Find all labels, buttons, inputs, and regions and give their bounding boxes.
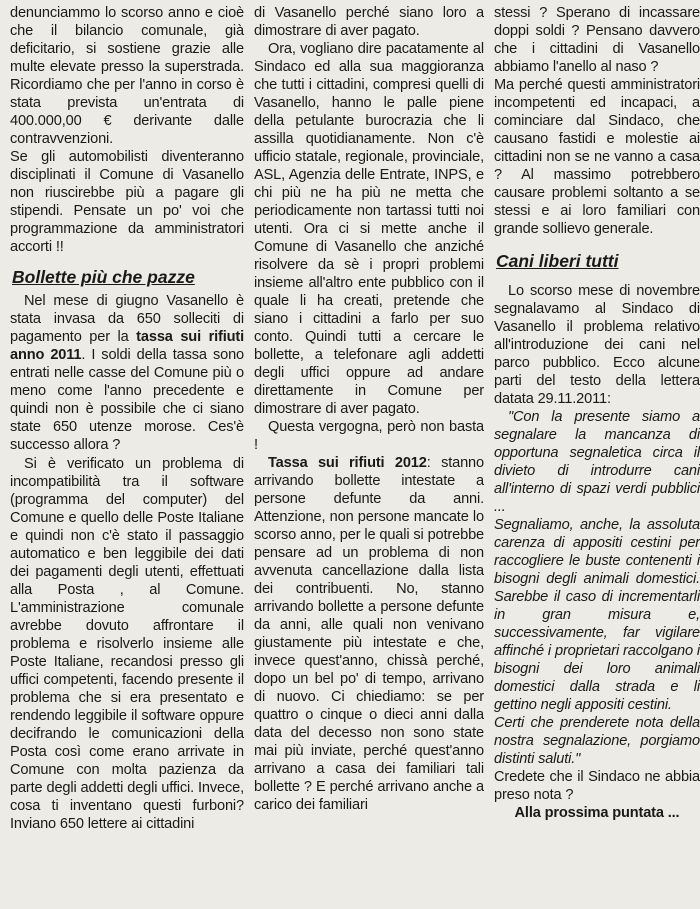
sign-off: Alla prossima puntata ... bbox=[514, 805, 680, 821]
paragraph-intro: denunciammo lo scorso anno e cioè che il bilancio comunale, già deficitario, si sostiene grazie alle multe elevate presso la superstrada. Ricordiamo che per l'anno in corso è stata prevista un'entrata di 400.000,00 € derivante dalle contravvenzioni. bbox=[10, 5, 244, 147]
article-column-3 bbox=[494, 4, 700, 903]
heading-bollette: Bollette più che pazze bbox=[12, 267, 195, 287]
text-tassa-2011: tassa sui rifiuti anno 2011 bbox=[10, 329, 244, 363]
paragraph-scorso: Lo scorso mese di novembre segnalavamo al Sindaco di Vasanello il problema relativo all'introduzione dei cani nel parco pubblico. Ecco alcune parti del testo della lettera datata 29.11.2011: bbox=[494, 283, 700, 407]
quoted-letter bbox=[494, 408, 700, 768]
letter-paragraph-3: Certi che prenderete nota della nostra segnalazione, porgiamo distinti saluti." bbox=[494, 715, 700, 767]
text-2012-body: : stanno arrivando bollette intestate a persone defunte da anni. Attenzione, non persone mancate lo scorso anno, per le quali si potrebbe pensare ad un problema di non avvenuta cancellazione dalla lista dei contribuenti. No, stanno arrivando bollette a persone defunte da anni, alle quali non venivano giustamente più intestate e che, invece quest'anno, chissà perché, dopo un bel po' di tempo, arrivano di nuovo. Ci chiediamo: se per quattro o cinque o dieci anni dalla data del decesso non sono state mai più inviate, perché quest'anno arrivano a casa dei familiari tali bollette ? E perché arrivano anche a carico dei familiari bbox=[254, 455, 484, 813]
paragraph-giugno bbox=[10, 292, 244, 454]
paragraph-continua: di Vasanello perché siano loro a dimostrare di aver pagato. bbox=[254, 5, 484, 39]
letter-paragraph-2: Segnaliamo, anche, la assoluta carenza di appositi cestini per raccogliere le buste contenenti i bisogni degli animali domestici. Sarebbe il caso di incrementarli in gran misura e, successivamente, far vigilare affinché i proprietari raccolgano i bisogni dei loro animali domestici dalla strada e li gettino negli appositi cestini. bbox=[494, 517, 700, 713]
paragraph-vergogna: Questa vergogna, però non basta ! bbox=[254, 419, 484, 453]
text-giugno-a: Nel mese di giugno Vasanello è stata invasa da 650 solleciti di pagamento per la bbox=[10, 293, 244, 345]
letter-paragraph-1: "Con la presente siamo a segnalare la mancanza di opportuna segnaletica circa il divieto di introdurre cani all'interno di spazi verdi pubblici ... bbox=[494, 409, 700, 515]
article-column-1 bbox=[10, 4, 244, 903]
paragraph-credete: Credete che il Sindaco ne abbia preso nota ? bbox=[494, 769, 700, 803]
paragraph-ma: Ma perché questi amministratori incompetenti ed incapaci, a cominciare dal Sindaco, che causano fastidi e molestie ai cittadini non se ne vanno a casa ? Al massimo potrebbero causare problemi soltanto a se stessi e ai loro familiari con grande sollievo generale. bbox=[494, 77, 700, 237]
text-tassa-2012: Tassa sui rifiuti 2012 bbox=[268, 455, 427, 471]
paragraph-stessi: stessi ? Sperano di incassare doppi soldi ? Pensano davvero che i cittadini di Vasanello abbiamo l'anello al naso ? bbox=[494, 5, 700, 75]
text-giugno-b: . I soldi della tassa sono entrati nelle casse del Comune più o meno come l'anno precedente e quindi non è possibile che ci siano state 650 utenze morose. Ces'è successo allora ? bbox=[10, 347, 244, 453]
paragraph-ora: Ora, vogliano dire pacatamente al Sindaco ed alla sua maggioranza che tutti i cittadini, compresi quelli di Vasanello, hanno le palle piene della petulante burocrazia che li assilla quotidianamente. Non c'è ufficio statale, regionale, provinciale, ASL, Agenzia delle Entrate, INPS, e chi più ne ha più ne metta che periodicamente non tartassi tutti noi utenti. Ora ci si mette anche il Comune di Vasanello che anziché risolvere da sè i propri problemi insieme all'altro ente pubblico con il quale li ha creati, pretende che siano i cittadini a farlo per suo conto. Quindi tutti a cercare le bollette, a telefonare agli addetti degli uffici oppure ad andare direttamente in Comune per dimostrare di aver pagato. bbox=[254, 41, 484, 417]
paragraph-tassa-2012 bbox=[254, 454, 484, 814]
paragraph-software: Si è verificato un problema di incompatibilità tra il software (programma del computer) del Comune e quello delle Poste Italiane e quindi non c'è stato il passaggio automatico e ben leggibile dei dati dei pagamenti degli utenti, effettuati alla Posta , al Comune. L'amministrazione comunale avrebbe dovuto affrontare il problema e risolverlo insieme alle Poste Italiane, recandosi presso gli uffici competenti, facendo presente il problema che si era presentato e rendendo leggibile il software oppure decifrando le comunicazioni della Posta così come erano arrivate in Comune con molta pazienza da parte degli addetti degli uffici. Invece, cosa ti inventano questi furboni? Inviano 650 lettere ai cittadini bbox=[10, 456, 244, 832]
paragraph-automobilisti: Se gli automobilisti diventeranno disciplinati il Comune di Vasanello non riuscirebbe più a pagare gli stipendi. Pensate un po' voi che programmazione da amministratori accorti !! bbox=[10, 149, 244, 255]
heading-cani: Cani liberi tutti bbox=[496, 251, 619, 271]
article-column-2 bbox=[254, 4, 484, 903]
